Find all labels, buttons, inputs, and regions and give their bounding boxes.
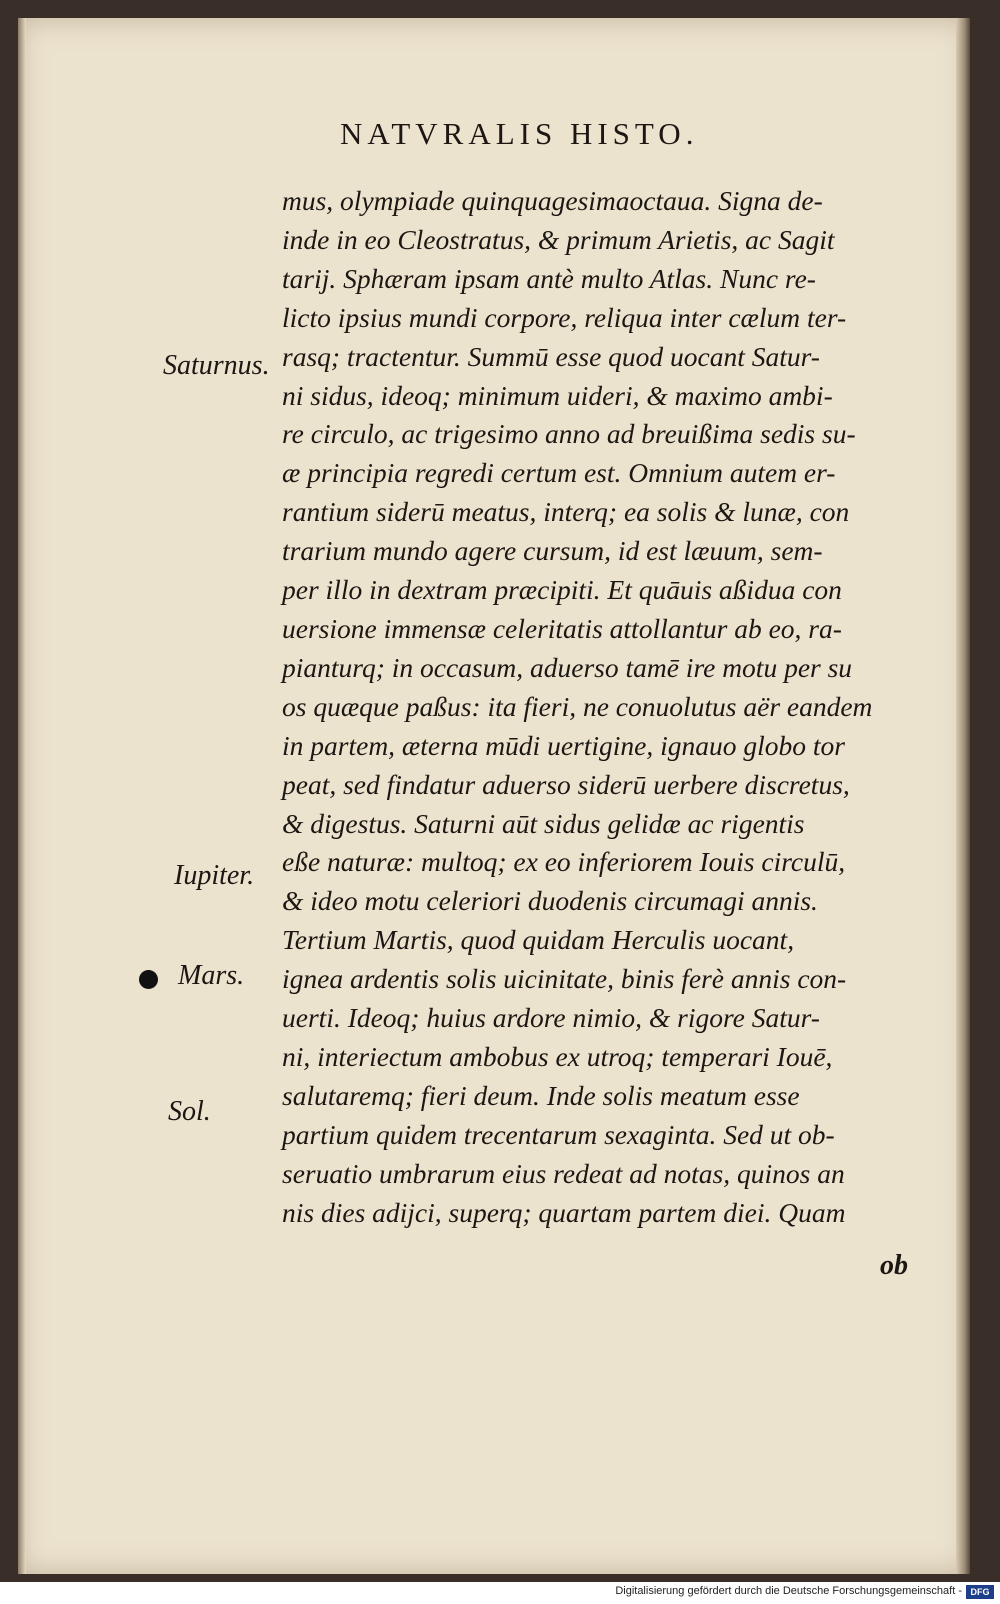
text-line: mus, olympiade quinquagesimaoctaua. Signa de- — [282, 185, 823, 216]
text-line: pianturq; in occasum, aduerso tamē ire motu per su — [282, 651, 853, 683]
text-line: Tertium Martis, quod quidam Herculis uocant, — [282, 924, 795, 956]
text-line: seruatio umbrarum eius redeat ad notas, quinos an — [282, 1157, 845, 1189]
text-line: trarium mundo agere cursum, id est læuum, sem- — [282, 535, 823, 567]
text-line: æ principia regredi certum est. Omnium autem er- — [282, 457, 836, 489]
text-line: uersione immensæ celeritatis attollantur ab eo, ra- — [282, 612, 842, 644]
text-line: per illo in dextram præcipiti. Et quāuis aßidua con — [282, 574, 842, 606]
margin-note-mars: Mars. — [178, 960, 245, 991]
text-line: rasq; tractentur. Summū esse quod uocant Satur- — [282, 340, 820, 372]
page-gutter-edge — [18, 18, 26, 1574]
text-line: peat, sed findatur aduerso siderū uerbere discretus, — [282, 768, 850, 800]
page-fore-edge — [956, 18, 970, 1574]
margin-note-saturnus: Saturnus. — [163, 350, 270, 381]
margin-note-sol: Sol. — [168, 1096, 211, 1127]
text-line: inde in eo Cleostratus, & primum Arietis, ac Sagit — [282, 223, 835, 255]
bullet-dot-icon — [139, 970, 158, 989]
text-line: rantium siderū meatus, interq; ea solis & lunæ, con — [282, 496, 850, 528]
text-line: ni sidus, ideoq; minimum uideri, & maximo ambi- — [282, 379, 833, 411]
text-line: ni, interiectum ambobus ex utroq; temperari Iouē, — [282, 1040, 833, 1072]
text-line: partium quidem trecentarum sexaginta. Sed ut ob- — [282, 1118, 835, 1150]
running-head: NATVRALIS HISTO. — [340, 116, 699, 151]
text-line: licto ipsius mundi corpore, reliqua inter cælum ter- — [282, 301, 847, 333]
text-line: re circulo, ac trigesimo anno ad breuißima sedis su- — [282, 418, 856, 450]
footer — [0, 1582, 1000, 1604]
text-line: uerti. Ideoq; huius ardore nimio, & rigore Satur- — [282, 1002, 820, 1034]
text-line: ignea ardentis solis uicinitate, binis ferè annis con- — [282, 963, 847, 995]
text-line: eße naturæ: multoq; ex eo inferiorem Iouis circulū, — [282, 846, 846, 878]
text-line: & ideo motu celeriori duodenis circumagi annis. — [282, 885, 818, 917]
dfg-logo: DFG — [966, 1585, 994, 1599]
text-line: in partem, æterna mūdi uertigine, ignauo globo tor — [282, 729, 845, 761]
footer-credit: Digitalisierung gefördert durch die Deutsche Forschungsgemeinschaft - — [615, 1585, 962, 1597]
margin-note-iupiter: Iupiter. — [174, 860, 255, 891]
text-line: salutaremq; fieri deum. Inde solis meatum esse — [282, 1079, 800, 1111]
catchword: ob — [880, 1250, 908, 1281]
text-line: os quæque paßus: ita fieri, ne conuolutus aër eandem — [282, 690, 873, 722]
text-line: tarij. Sphæram ipsam antè multo Atlas. Nunc re- — [282, 262, 816, 294]
text-line: & digestus. Saturni aūt sidus gelidæ ac rigentis — [282, 807, 805, 839]
body-text — [282, 182, 922, 1232]
text-line: nis dies adijci, superq; quartam partem diei. Quam — [282, 1196, 846, 1228]
